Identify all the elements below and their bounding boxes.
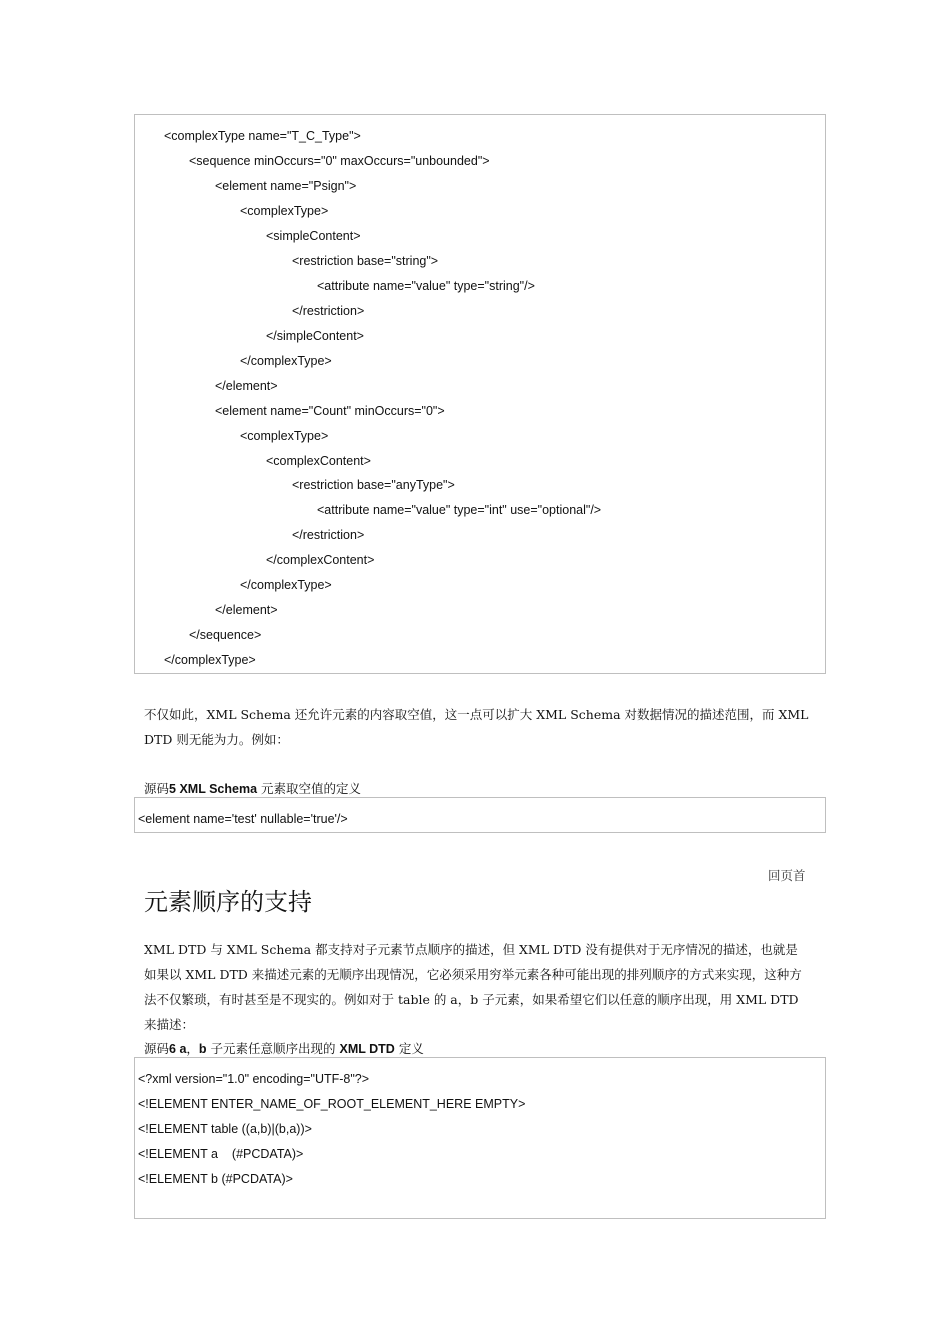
caption-number: 5 XML Schema: [169, 782, 258, 796]
code-block-complextype: [134, 114, 826, 674]
code-line: <element name="Count" minOccurs="0">: [215, 404, 445, 418]
back-to-top-link[interactable]: 回页首: [768, 868, 806, 883]
code-block-nullable: [134, 797, 826, 833]
code-line: <!ELEMENT table ((a,b)|(b,a))>: [138, 1122, 312, 1136]
code-line: <!ELEMENT ENTER_NAME_OF_ROOT_ELEMENT_HERE EMPTY>: [138, 1097, 526, 1111]
code-line: </simpleContent>: [266, 329, 364, 343]
code-line: <!ELEMENT b (#PCDATA)>: [138, 1172, 293, 1186]
paragraph-nullable-intro: 不仅如此，XML Schema 还允许元素的内容取空值，这一点可以扩大 XML Schema 对数据情况的描述范围，而 XML DTD 则无能为力。例如：: [144, 707, 809, 747]
code-line: </complexType>: [164, 653, 256, 667]
caption-text-end: 定义: [394, 1041, 424, 1056]
listing-caption-5: [144, 780, 361, 798]
code-line: <simpleContent>: [266, 229, 361, 243]
code-line: </complexContent>: [266, 553, 375, 567]
code-line: <complexType>: [240, 429, 329, 443]
code-line: <?xml version="1.0" encoding="UTF-8"?>: [138, 1072, 370, 1086]
code-line: </element>: [215, 603, 278, 617]
caption-prefix: 源码: [144, 781, 170, 796]
code-line: </restriction>: [292, 304, 365, 318]
code-line: <complexType>: [240, 204, 329, 218]
code-line: <attribute name="value" type="int" use="optional"/>: [317, 503, 602, 517]
code-line: <element name="Psign">: [215, 179, 357, 193]
section-heading: 元素顺序的支持: [144, 888, 312, 916]
code-line: </restriction>: [292, 528, 365, 542]
code-line: </element>: [215, 379, 278, 393]
code-line: <element name='test' nullable='true'/>: [138, 812, 348, 826]
caption-bold-dtd: XML DTD: [339, 1042, 395, 1056]
code-block-dtd: [134, 1057, 826, 1219]
listing-caption-6: [144, 1040, 424, 1058]
caption-sep: ，: [186, 1041, 199, 1056]
code-line: <restriction base="anyType">: [292, 478, 455, 492]
code-line: </complexType>: [240, 354, 332, 368]
code-line: <complexType name="T_C_Type">: [164, 129, 361, 143]
code-line: </sequence>: [189, 628, 262, 642]
code-line: <restriction base="string">: [292, 254, 439, 268]
caption-bold-b: b: [198, 1042, 207, 1056]
caption-number: 6 a: [169, 1042, 187, 1056]
code-line: <attribute name="value" type="string"/>: [317, 279, 535, 293]
code-line: <sequence minOccurs="0" maxOccurs="unbounded">: [189, 154, 490, 168]
caption-text: 子元素任意顺序出现的: [206, 1041, 340, 1056]
caption-text: 元素取空值的定义: [257, 781, 362, 796]
paragraph-element-order: XML DTD 与 XML Schema 都支持对子元素节点顺序的描述，但 XML DTD 没有提供对于无序情况的描述，也就是如果以 XML DTD 来描述元素的无顺序出现情况，它必须采用穷举元素各种可能出现的排列顺序的方式来实现，这种方法不仅繁琐，有时甚至是不现实的。例如对于 table 的 a，b 子元素，如果希望它们以任意的顺序出现，用 XML DTD 来描述：: [144, 942, 802, 1032]
caption-prefix: 源码: [144, 1041, 170, 1056]
code-line: </complexType>: [240, 578, 332, 592]
code-line: <!ELEMENT a (#PCDATA)>: [138, 1147, 304, 1161]
code-line: <complexContent>: [266, 454, 371, 468]
